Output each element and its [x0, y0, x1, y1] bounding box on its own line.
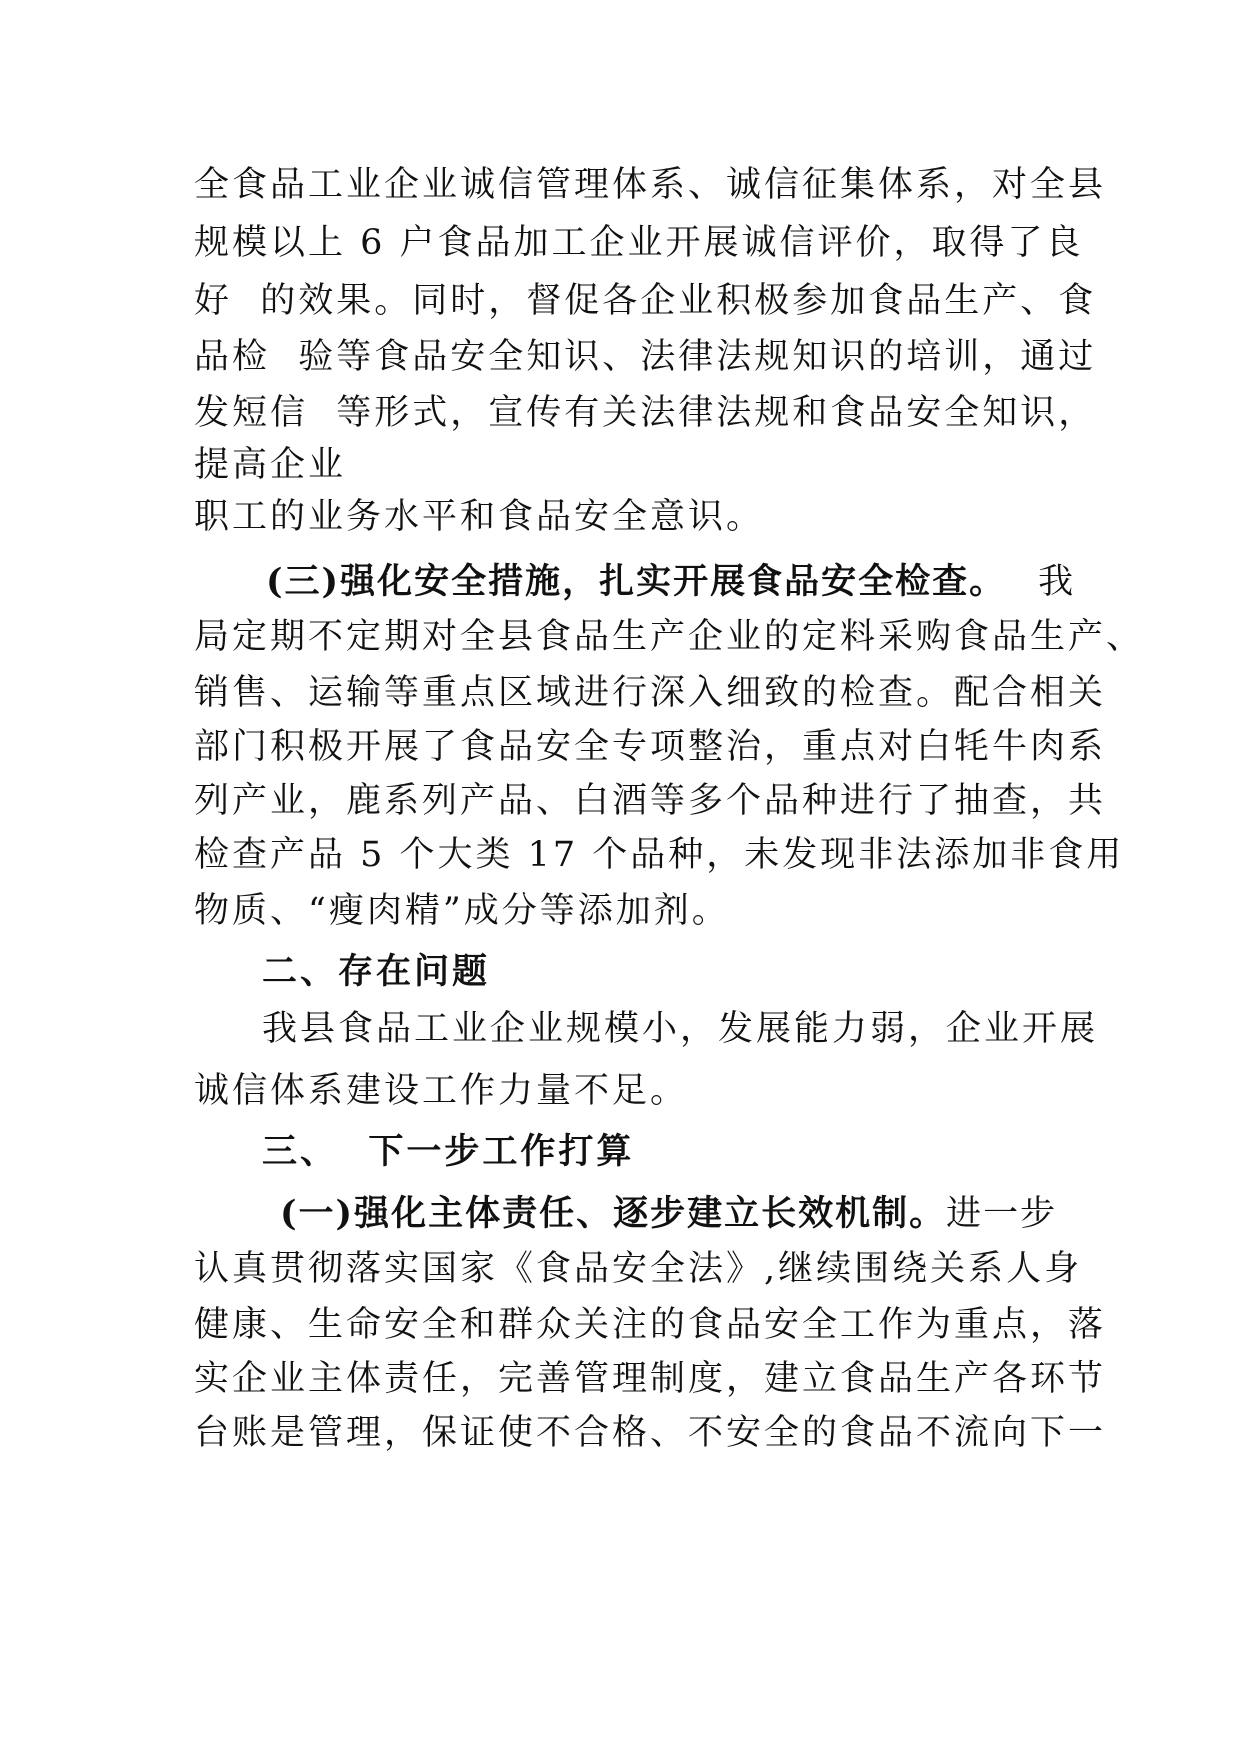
- body-line: 发短信 等形式，宣传有关法律法规和食品安全知识，: [194, 393, 1097, 433]
- body-line: 物质、“瘦肉精”成分等添加剂。: [194, 891, 730, 931]
- body-line: 全食品工业企业诚信管理体系、诚信征集体系，对全县: [194, 165, 1107, 205]
- plan-1-lead: 进一步: [946, 1194, 1058, 1234]
- body-line: 好 的效果。同时，督促各企业积极参加食品生产、食: [194, 281, 1097, 321]
- body-line: 台账是管理，保证使不合格、不安全的食品不流向下一: [194, 1413, 1107, 1453]
- body-line: 提高企业: [194, 445, 347, 485]
- plan-1-heading: (一)强化主体责任、逐步建立长效机制。: [280, 1193, 947, 1234]
- body-line: 局定期不定期对全县食品生产企业的定料采购食品生产、: [194, 617, 1145, 657]
- body-line: 实企业主体责任，完善管理制度，建立食品生产各环节: [194, 1359, 1107, 1399]
- section-3-heading: (三)强化安全措施，扎实开展食品安全检查。: [266, 561, 1007, 602]
- plan-heading: 三、 下一步工作打算: [262, 1131, 635, 1172]
- problems-heading: 二、存在问题: [262, 951, 491, 992]
- body-line: 规模以上 6 户食品加工企业开展诚信评价，取得了良: [194, 223, 1084, 263]
- body-line: 列产业，鹿系列产品、白酒等多个品种进行了抽查，共: [194, 781, 1107, 821]
- body-line: 部门积极开展了食品安全专项整治，重点对白牦牛肉系: [194, 727, 1107, 767]
- body-line: 品检 验等食品安全知识、法律法规知识的培训，通过: [194, 337, 1097, 377]
- body-line: 我县食品工业企业规模小，发展能力弱，企业开展: [262, 1009, 1099, 1049]
- section-heading: [266, 561, 1076, 602]
- body-line: 认真贯彻落实国家《食品安全法》,继续围绕关系人身: [194, 1249, 1083, 1289]
- body-line: 检查产品 5 个大类 17 个品种，未发现非法添加非食用: [194, 835, 1125, 875]
- body-line: 职工的业务水平和食品安全意识。: [194, 497, 765, 537]
- plan-subheading: [280, 1193, 1058, 1234]
- body-line: 销售、运输等重点区域进行深入细致的检查。配合相关: [194, 673, 1107, 713]
- body-line: 健康、生命安全和群众关注的食品安全工作为重点，落: [194, 1305, 1107, 1345]
- section-3-lead: 我: [1038, 562, 1076, 602]
- body-line: 诚信体系建设工作力量不足。: [194, 1071, 689, 1111]
